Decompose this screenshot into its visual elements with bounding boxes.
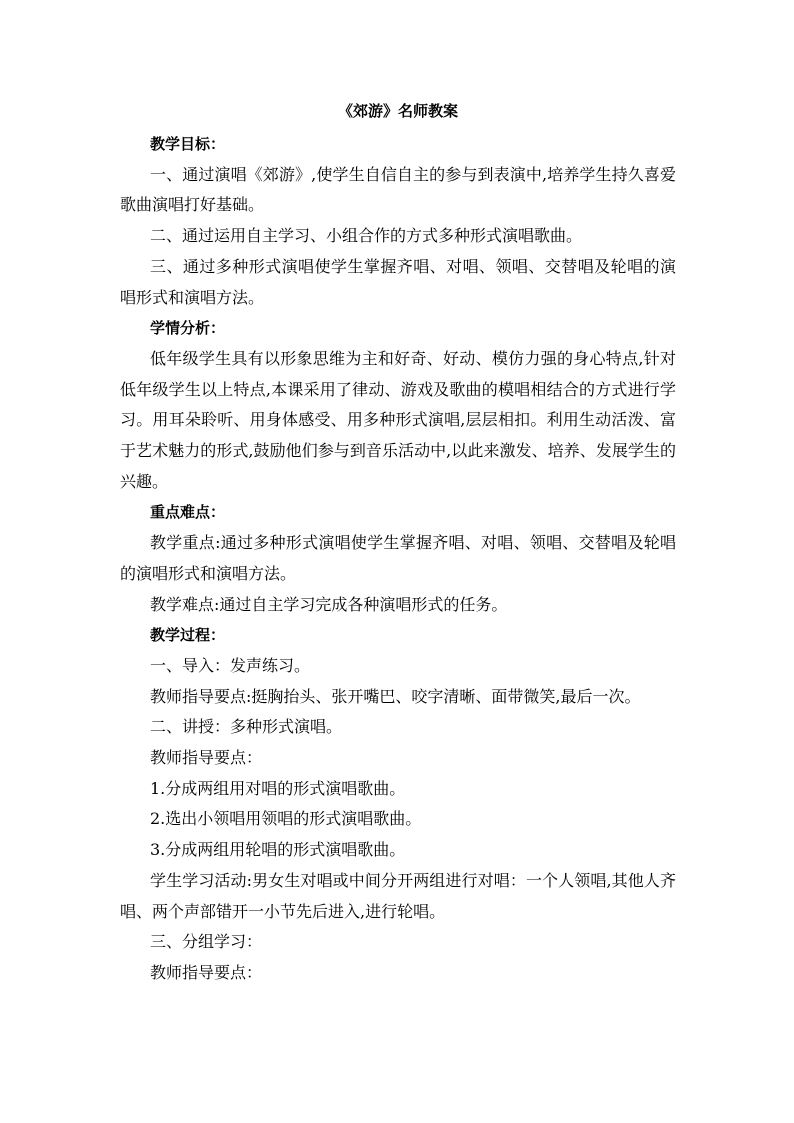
paragraph: 二、讲授：多种形式演唱。 <box>150 717 343 737</box>
paragraph: 教学难点:通过自主学习完成各种演唱形式的任务。 <box>150 594 508 614</box>
paragraph-list <box>120 129 676 989</box>
paragraph: 三、分组学习： <box>150 932 263 952</box>
paragraph: 教师指导要点： <box>150 962 263 982</box>
paragraph: 一、导入：发声练习。 <box>150 655 311 675</box>
paragraph: 学生学习活动:男女生对唱或中间分开两组进行对唱：一个人领唱,其他人齐唱、两个声部错开一小节先后进入,进行轮唱。 <box>120 870 676 921</box>
paragraph: 1.分成两组用对唱的形式演唱歌曲。 <box>150 778 406 798</box>
paragraph: 三、通过多种形式演唱使学生掌握齐唱、对唱、领唱、交替唱及轮唱的演唱形式和演唱方法。 <box>120 256 676 307</box>
document-body <box>120 97 676 989</box>
section-heading: 教学目标： <box>150 135 226 153</box>
paragraph: 3.分成两组用轮唱的形式演唱歌曲。 <box>150 840 406 860</box>
paragraph: 低年级学生具有以形象思维为主和好奇、好动、模仿力强的身心特点,针对低年级学生以上特点,本课采用了律动、游戏及歌曲的模唱相结合的方式进行学习。用耳朵聆听、用身体感受、用多种形式演唱,层层相扣。利用生动活泼、富于艺术魅力的形式,鼓励他们参与到音乐活动中,以此来激发、培养、发展学生的兴趣。 <box>120 348 676 491</box>
paragraph: 二、通过运用自主学习、小组合作的方式多种形式演唱歌曲。 <box>150 226 583 246</box>
paragraph: 教学重点:通过多种形式演唱使学生掌握齐唱、对唱、领唱、交替唱及轮唱的演唱形式和演唱方法。 <box>120 533 676 583</box>
paragraph: 教师指导要点:挺胸抬头、张开嘴巴、咬字清晰、面带微笑,最后一次。 <box>150 686 641 706</box>
paragraph: 2.选出小领唱用领唱的形式演唱歌曲。 <box>150 809 422 829</box>
section-heading: 重点难点： <box>150 503 226 522</box>
section-heading: 教学过程： <box>150 626 226 645</box>
paragraph: 教师指导要点： <box>150 748 263 768</box>
document-title: 《郊游》名师教案 <box>337 102 458 120</box>
paragraph: 一、通过演唱《郊游》,使学生自信自主的参与到表演中,培养学生持久喜爱歌曲演唱打好基础。 <box>120 164 676 215</box>
section-heading: 学情分析： <box>150 319 226 338</box>
